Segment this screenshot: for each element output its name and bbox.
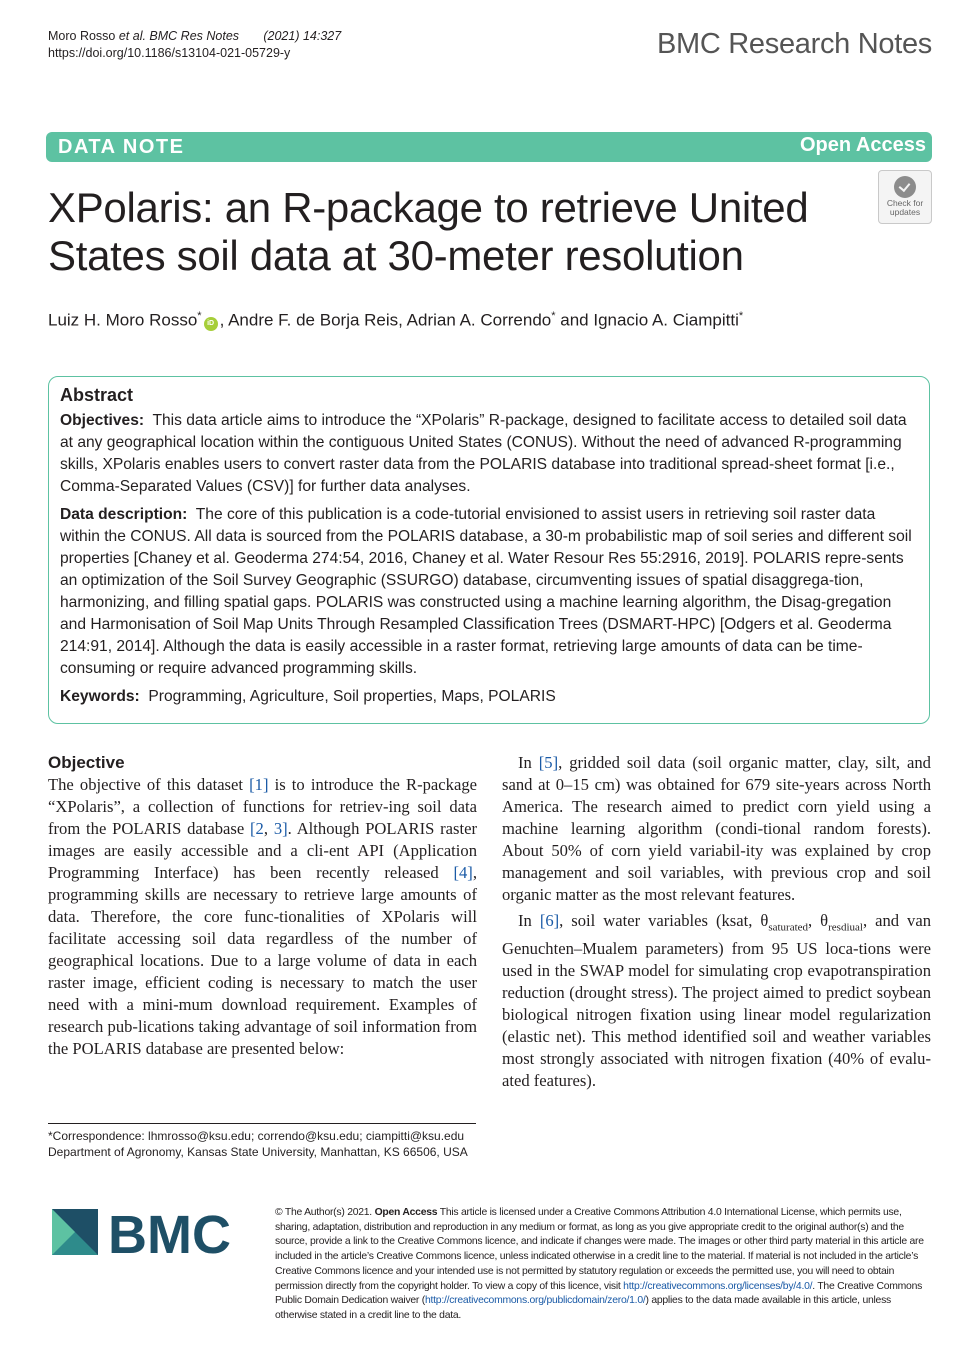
license-statement xyxy=(275,1206,930,1324)
citation-link[interactable]: [1] xyxy=(249,775,269,794)
affiliation: Department of Agronomy, Kansas State University, Manhattan, KS 66506, USA xyxy=(48,1145,468,1159)
footnote-divider xyxy=(48,1123,476,1124)
author-name: and Ignacio A. Ciampitti xyxy=(555,310,739,330)
citation-volume: (2021) 14:327 xyxy=(263,29,342,43)
corresponding-mark: * xyxy=(551,310,556,322)
license-link[interactable]: http://creativecommons.org/licenses/by/4.0/ xyxy=(623,1280,813,1292)
text-run: In xyxy=(518,753,539,772)
citation-link[interactable]: [4] xyxy=(453,863,473,882)
citation-line xyxy=(48,28,341,45)
objectives-text: This data article aims to introduce the “XPolaris” R-package, designed to facilitate access to detailed soil data at any geographical location within the contiguous United States (CONUS). Without the need of advanced R-programming skills, XPolaris enables users to convert raster data from the POLARIS database into traditional spread-sheet format [i.e., Comma-Separated Values (CSV)] for further data analyses. xyxy=(60,412,907,495)
data-description-label: Data description: xyxy=(60,506,188,523)
text-run: , programming skills are necessary to retrieve large amounts of data. Therefore, the core func-tionalities of XPolaris will facilitate accessing soil data regardless of the number of geographical locations. Due to a large volume of data in each raster image, efficient coding is necessary to match the user need with a mini-mum download requirement. Examples of research pub-lications taking advantage of soil information from the POLARIS database are presented below: xyxy=(48,863,477,1058)
text-run: , xyxy=(263,819,274,838)
logo-text: BMC xyxy=(108,1209,231,1259)
text-run: This article is licensed under a Creative Commons Attribution 4.0 International License, which permits use, sharing, adaptation, distribution and reproduction in any medium or format, as long as you give appropriate credit to the original author(s) and the source, provide a link to the Creative Commons licence, and indicate if changes were made. The images or other third party material in this article are included in the article’s Creative Commons licence, unless indicated otherwise in a credit line to the material. If material is not included in the article’s Creative Commons licence and your intended use is not permitted by statutory regulation or exceeds the permitted use, you will need to obtain permission directly from the copyright holder. To view a copy of this licence, visit xyxy=(275,1207,924,1292)
subscript: saturated xyxy=(768,921,809,934)
text-run: is to introduce the R-package “XPolaris”, a collection of functions for retriev-ing soil data from the POLARIS database xyxy=(48,775,477,838)
check-updates-label: updates xyxy=(889,207,921,217)
text-run: © The Author(s) 2021. xyxy=(275,1207,375,1218)
author-name: , Andre F. de Borja Reis, Adrian A. Correndo xyxy=(219,310,552,330)
author-name: Luiz H. Moro Rosso xyxy=(48,310,198,330)
citation-link[interactable]: [6] xyxy=(539,911,560,930)
abstract-data-description xyxy=(60,504,918,680)
corresponding-mark: * xyxy=(197,310,202,322)
text-run: The objective of this dataset xyxy=(48,775,250,794)
open-access-bold: Open Access xyxy=(374,1207,438,1218)
orcid-icon[interactable]: iD xyxy=(204,317,218,331)
paragraph-example-2 xyxy=(502,910,931,1092)
corresponding-mark: * xyxy=(738,310,744,322)
data-description-text: The core of this publication is a code-tutorial envisioned to assist users in retrieving soil raster data within the CONUS. All data is sourced from the POLARIS database, a 30-m probabilistic map of soil series and different soil properties [Chaney et al. Geoderma 274:54, 2016, Chaney et al. Water Resour Res 55:2916, 2019]. POLARIS repre-sents an optimization of the Soil Survey Geographic (SSURGO) database, circumventing issues of spatial disaggrega-tion, harmonizing, and filling spatial gaps. POLARIS was constructed using a machine learning algorithm, the Disag-gregation and Harmonisation of Soil Map Units Through Resampled Classification Trees (DSMART-HPC) [Odgers et al. Geoderma 214:91, 2014]. Although the data is easily accessible in a raster format, retrieving large amounts of data can be time-consuming or require advanced programming skills. xyxy=(60,506,912,677)
journal-name: BMC Research Notes xyxy=(656,28,932,60)
citation-authors: Moro Rosso xyxy=(48,29,119,43)
subscript: resdiual xyxy=(828,921,863,934)
check-updates-icon xyxy=(894,176,916,198)
author-list xyxy=(48,310,743,331)
keywords-text: Programming, Agriculture, Soil properties, Maps, POLARIS xyxy=(148,688,556,705)
doi-link[interactable]: https://doi.org/10.1186/s13104-021-05729-y xyxy=(48,46,291,60)
citation-link[interactable]: [5] xyxy=(538,753,559,772)
text-run: . The Creative Commons Public Domain Dedication waiver ( xyxy=(275,1280,923,1307)
text-run: . Although POLARIS raster images are easily accessible and a cli-ent API (Application Programming Interface) has been recently released xyxy=(48,819,478,882)
check-for-updates-button[interactable] xyxy=(878,170,932,224)
waiver-link[interactable]: http://creativecommons.org/publicdomain/zero/1.0/ xyxy=(424,1295,646,1307)
title-line: States soil data at 30-meter resolution xyxy=(48,232,744,279)
citation-journal: et al. BMC Res Notes xyxy=(118,29,240,43)
text-run: In xyxy=(518,911,540,930)
abstract-heading: Abstract xyxy=(60,385,134,405)
text-run: , soil water variables (ksat, θ xyxy=(559,911,769,930)
section-heading-objective: Objective xyxy=(48,753,125,772)
citation-header xyxy=(48,28,341,62)
article-type-banner xyxy=(46,132,932,162)
body-right-column xyxy=(502,752,931,1096)
bmc-logo xyxy=(52,1209,248,1264)
abstract-keywords xyxy=(60,686,918,708)
paragraph-objective xyxy=(48,774,477,1060)
body-left-column xyxy=(48,752,477,1064)
open-access-label: Open Access xyxy=(800,134,926,156)
text-run: , gridded soil data (soil organic matter, clay, silt, and sand at 0–15 cm) was obtained for 679 site-years across North America. The research aimed to predict corn yield using a machine learning algorithm (condi-tional random forests). About 50% of corn yield variabil-ity was explained by crop management and soil variables, with previous crop and soil organic matter as the most relevant features. xyxy=(502,753,931,904)
title-line: XPolaris: an R-package to retrieve United xyxy=(48,184,809,231)
correspondence-footnote xyxy=(48,1128,478,1160)
citation-link[interactable]: [2 xyxy=(250,819,264,838)
article-type-label: DATA NOTE xyxy=(58,136,185,158)
correspondence-emails: *Correspondence: lhmrosso@ksu.edu; correndo@ksu.edu; ciampitti@ksu.edu xyxy=(48,1129,465,1143)
bmc-logo-icon xyxy=(52,1209,248,1259)
keywords-label: Keywords: xyxy=(60,688,140,705)
check-updates-label: Check for xyxy=(886,198,924,208)
paragraph-example-1 xyxy=(502,752,931,906)
abstract-objectives xyxy=(60,410,918,498)
citation-link[interactable]: 3] xyxy=(273,819,288,838)
article-title xyxy=(48,184,848,280)
text-run: , θ xyxy=(808,911,829,930)
objectives-label: Objectives: xyxy=(60,412,145,429)
text-run: , and van Genuchten–Mualem parameters) from 95 US loca-tions were used in the SWAP model for simulating crop evapotranspiration reduction (drought stress). The project aimed to predict soybean biological nitrogen fixation using linear model regularization (elastic net). This method identified soil and weather variables most strongly associated with nitrogen fixation (40% of evalu-ated features). xyxy=(502,911,931,1091)
text-run: ) applies to the data made available in this article, unless otherwise stated in a credit line to the data. xyxy=(275,1295,891,1321)
abstract-box xyxy=(48,376,930,724)
